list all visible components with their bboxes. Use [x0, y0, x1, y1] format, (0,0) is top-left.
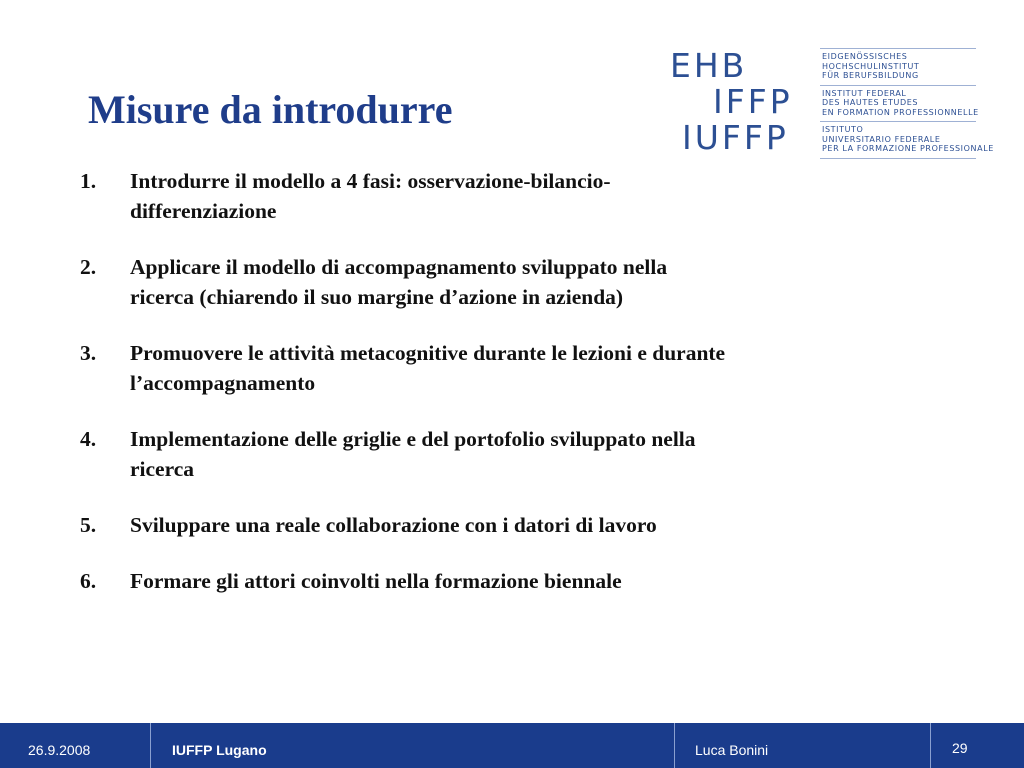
- list-item-number: 5.: [80, 513, 97, 537]
- logo-block-italian: [820, 121, 994, 159]
- measures-list: [80, 166, 940, 622]
- logo-mark: [668, 46, 808, 160]
- footer-divider: [930, 723, 931, 768]
- logo-line: FÜR BERUFSBILDUNG: [822, 71, 919, 80]
- list-item: [80, 510, 940, 540]
- list-item-text: Applicare il modello di accompagnamento sviluppato nella ricerca (chiarendo il suo margine d’azione in azienda): [130, 255, 668, 309]
- footer-bar: [0, 723, 1024, 768]
- footer-author: Luca Bonini: [695, 742, 769, 758]
- institution-logo: [668, 46, 994, 160]
- logo-text: [820, 48, 994, 159]
- logo-mark-iuffp: IUFFP: [682, 118, 789, 157]
- logo-line: EN FORMATION PROFESSIONNELLE: [822, 107, 979, 117]
- list-item-text: Promuovere le attività metacognitive durante le lezioni e durante l’accompagnamento: [130, 341, 726, 395]
- footer-date: 26.9.2008: [28, 742, 91, 758]
- logo-mark-ehb: EHB: [670, 46, 748, 85]
- list-item-text: Introdurre il modello a 4 fasi: osservazione-bilancio- differenziazione: [130, 169, 611, 223]
- logo-line: HOCHSCHULINSTITUT: [822, 61, 920, 71]
- footer-page-number: 29: [952, 740, 968, 756]
- list-item-number: 6.: [80, 569, 97, 593]
- list-item-number: 3.: [80, 341, 97, 365]
- list-item: [80, 566, 940, 596]
- logo-line: PER LA FORMAZIONE PROFESSIONALE: [822, 144, 994, 153]
- logo-line: UNIVERSITARIO FEDERALE: [822, 134, 941, 144]
- logo-line: DES HAUTES ETUDES: [822, 98, 919, 107]
- list-item-text: Formare gli attori coinvolti nella formazione biennale: [130, 569, 622, 593]
- logo-line: EIDGENÖSSISCHES: [822, 52, 908, 61]
- footer-place: IUFFP Lugano: [172, 742, 267, 758]
- slide-title: Misure da introdurre: [88, 87, 453, 132]
- logo-block-french: [820, 85, 979, 122]
- list-item: [80, 338, 940, 398]
- footer-divider: [150, 723, 151, 768]
- logo-block-german: [820, 48, 976, 85]
- list-item-number: 1.: [80, 169, 97, 193]
- logo-line: INSTITUT FEDERAL: [822, 88, 907, 98]
- footer-divider: [674, 723, 675, 768]
- list-item: [80, 424, 940, 484]
- list-item-number: 4.: [80, 427, 97, 451]
- list-item-number: 2.: [80, 255, 97, 279]
- list-item: [80, 166, 940, 226]
- list-item: [80, 252, 940, 312]
- list-item-text: Sviluppare una reale collaborazione con i datori di lavoro: [130, 513, 657, 537]
- logo-line: ISTITUTO: [822, 125, 864, 134]
- logo-mark-iffp: IFFP: [713, 82, 793, 121]
- list-item-text: Implementazione delle griglie e del portofolio sviluppato nella ricerca: [130, 427, 696, 481]
